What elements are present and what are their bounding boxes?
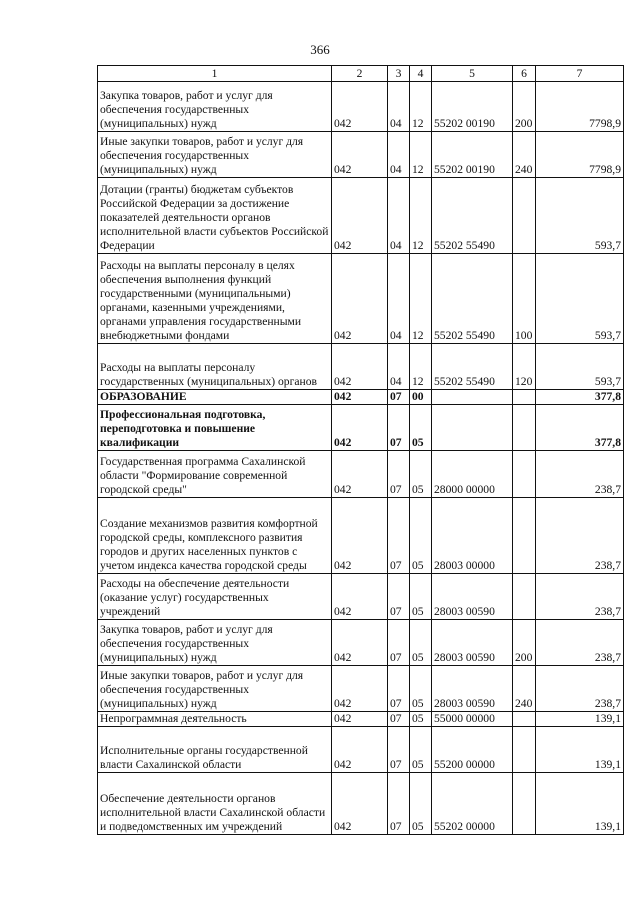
ministry-code-cell: 042 <box>332 666 388 712</box>
target-code-cell: 55202 55490 <box>432 254 513 344</box>
row-name-cell: Расходы на выплаты персоналу в целях обеспечения выполнения функций государственными (муниципальными) органами, казенными учреждениями, органами управления государственными внебюджетными фондами <box>98 254 332 344</box>
table-row <box>98 498 624 574</box>
row-name-cell: Закупка товаров, работ и услуг для обеспечения государственных (муниципальных) нужд <box>98 620 332 666</box>
subsection-code-cell: 12 <box>410 132 432 178</box>
header-row <box>98 66 624 82</box>
table-row <box>98 405 624 451</box>
target-code-cell: 28003 00590 <box>432 574 513 620</box>
subsection-code-cell: 05 <box>410 620 432 666</box>
subsection-code-cell: 05 <box>410 451 432 498</box>
ministry-code-cell: 042 <box>332 451 388 498</box>
table-row <box>98 132 624 178</box>
ministry-code-cell: 042 <box>332 390 388 405</box>
amount-cell: 238,7 <box>536 498 624 574</box>
table-row <box>98 773 624 835</box>
target-code-cell: 55000 00000 <box>432 712 513 727</box>
header-col-5: 5 <box>432 66 513 82</box>
ministry-code-cell: 042 <box>332 620 388 666</box>
amount-cell: 7798,9 <box>536 132 624 178</box>
ministry-code-cell: 042 <box>332 132 388 178</box>
amount-cell: 139,1 <box>536 727 624 773</box>
table-row <box>98 178 624 254</box>
table-row <box>98 712 624 727</box>
section-code-cell: 04 <box>388 344 410 390</box>
expense-type-cell: 120 <box>513 344 536 390</box>
section-code-cell: 04 <box>388 254 410 344</box>
expense-type-cell <box>513 390 536 405</box>
ministry-code-cell: 042 <box>332 405 388 451</box>
ministry-code-cell: 042 <box>332 82 388 132</box>
target-code-cell: 55202 55490 <box>432 344 513 390</box>
section-code-cell: 07 <box>388 405 410 451</box>
target-code-cell: 28003 00590 <box>432 666 513 712</box>
target-code-cell: 28000 00000 <box>432 451 513 498</box>
target-code-cell <box>432 405 513 451</box>
expense-type-cell <box>513 574 536 620</box>
table-row <box>98 254 624 344</box>
target-code-cell: 55202 00190 <box>432 82 513 132</box>
subsection-code-cell: 05 <box>410 773 432 835</box>
ministry-code-cell: 042 <box>332 344 388 390</box>
subsection-code-cell: 05 <box>410 712 432 727</box>
expense-type-cell <box>513 773 536 835</box>
subsection-code-cell: 12 <box>410 254 432 344</box>
header-col-3: 3 <box>388 66 410 82</box>
row-name-cell: Непрограммная деятельность <box>98 712 332 727</box>
budget-table <box>97 65 624 835</box>
row-name-cell: Иные закупки товаров, работ и услуг для обеспечения государственных (муниципальных) нужд <box>98 132 332 178</box>
row-name-cell: Расходы на обеспечение деятельности (оказание услуг) государственных учреждений <box>98 574 332 620</box>
section-code-cell: 07 <box>388 390 410 405</box>
section-code-cell: 07 <box>388 727 410 773</box>
subsection-code-cell: 12 <box>410 82 432 132</box>
table-row <box>98 82 624 132</box>
subsection-code-cell: 05 <box>410 727 432 773</box>
target-code-cell: 55202 00000 <box>432 773 513 835</box>
row-name-cell: Расходы на выплаты персоналу государственных (муниципальных) органов <box>98 344 332 390</box>
header-col-7: 7 <box>536 66 624 82</box>
amount-cell: 593,7 <box>536 344 624 390</box>
section-code-cell: 04 <box>388 178 410 254</box>
expense-type-cell: 200 <box>513 620 536 666</box>
page-number: 366 <box>310 42 330 57</box>
ministry-code-cell: 042 <box>332 178 388 254</box>
section-code-cell: 04 <box>388 132 410 178</box>
expense-type-cell: 200 <box>513 82 536 132</box>
header-col-2: 2 <box>332 66 388 82</box>
table-row <box>98 727 624 773</box>
expense-type-cell <box>513 451 536 498</box>
table-row <box>98 390 624 405</box>
row-name-cell: Обеспечение деятельности органов исполнительной власти Сахалинской области и подведомственных им учреждений <box>98 773 332 835</box>
subsection-code-cell: 05 <box>410 666 432 712</box>
row-name-cell: Закупка товаров, работ и услуг для обеспечения государственных (муниципальных) нужд <box>98 82 332 132</box>
expense-type-cell: 240 <box>513 666 536 712</box>
amount-cell: 139,1 <box>536 773 624 835</box>
ministry-code-cell: 042 <box>332 498 388 574</box>
target-code-cell: 55200 00000 <box>432 727 513 773</box>
subsection-code-cell: 05 <box>410 405 432 451</box>
section-code-cell: 07 <box>388 451 410 498</box>
row-name-cell: Исполнительные органы государственной власти Сахалинской области <box>98 727 332 773</box>
amount-cell: 238,7 <box>536 666 624 712</box>
section-code-cell: 07 <box>388 574 410 620</box>
row-name-cell: ОБРАЗОВАНИЕ <box>98 390 332 405</box>
table-row <box>98 666 624 712</box>
target-code-cell: 28003 00590 <box>432 620 513 666</box>
amount-cell: 238,7 <box>536 620 624 666</box>
expense-type-cell <box>513 712 536 727</box>
ministry-code-cell: 042 <box>332 574 388 620</box>
amount-cell: 593,7 <box>536 178 624 254</box>
header-col-4: 4 <box>410 66 432 82</box>
subsection-code-cell: 12 <box>410 178 432 254</box>
table-row <box>98 344 624 390</box>
section-code-cell: 07 <box>388 620 410 666</box>
expense-type-cell: 100 <box>513 254 536 344</box>
expense-type-cell <box>513 727 536 773</box>
row-name-cell: Государственная программа Сахалинской области "Формирование современной городской среды" <box>98 451 332 498</box>
row-name-cell: Профессиональная подготовка, переподготовка и повышение квалификации <box>98 405 332 451</box>
table-row <box>98 574 624 620</box>
header-col-1: 1 <box>98 66 332 82</box>
section-code-cell: 04 <box>388 82 410 132</box>
amount-cell: 139,1 <box>536 712 624 727</box>
expense-type-cell <box>513 405 536 451</box>
amount-cell: 593,7 <box>536 254 624 344</box>
expense-type-cell <box>513 178 536 254</box>
expense-type-cell: 240 <box>513 132 536 178</box>
table-row <box>98 620 624 666</box>
amount-cell: 377,8 <box>536 390 624 405</box>
row-name-cell: Иные закупки товаров, работ и услуг для обеспечения государственных (муниципальных) нужд <box>98 666 332 712</box>
subsection-code-cell: 05 <box>410 574 432 620</box>
row-name-cell: Создание механизмов развития комфортной городской среды, комплексного развития городов и других населенных пунктов с учетом индекса качества городской среды <box>98 498 332 574</box>
subsection-code-cell: 12 <box>410 344 432 390</box>
subsection-code-cell: 05 <box>410 498 432 574</box>
row-name-cell: Дотации (гранты) бюджетам субъектов Российской Федерации за достижение показателей деятельности органов исполнительной власти субъектов Российской Федерации <box>98 178 332 254</box>
amount-cell: 238,7 <box>536 574 624 620</box>
target-code-cell: 55202 00190 <box>432 132 513 178</box>
ministry-code-cell: 042 <box>332 727 388 773</box>
target-code-cell: 55202 55490 <box>432 178 513 254</box>
section-code-cell: 07 <box>388 666 410 712</box>
section-code-cell: 07 <box>388 712 410 727</box>
amount-cell: 238,7 <box>536 451 624 498</box>
table-row <box>98 451 624 498</box>
ministry-code-cell: 042 <box>332 254 388 344</box>
amount-cell: 7798,9 <box>536 82 624 132</box>
amount-cell: 377,8 <box>536 405 624 451</box>
ministry-code-cell: 042 <box>332 712 388 727</box>
section-code-cell: 07 <box>388 498 410 574</box>
header-col-6: 6 <box>513 66 536 82</box>
section-code-cell: 07 <box>388 773 410 835</box>
target-code-cell <box>432 390 513 405</box>
ministry-code-cell: 042 <box>332 773 388 835</box>
target-code-cell: 28003 00000 <box>432 498 513 574</box>
subsection-code-cell: 00 <box>410 390 432 405</box>
expense-type-cell <box>513 498 536 574</box>
